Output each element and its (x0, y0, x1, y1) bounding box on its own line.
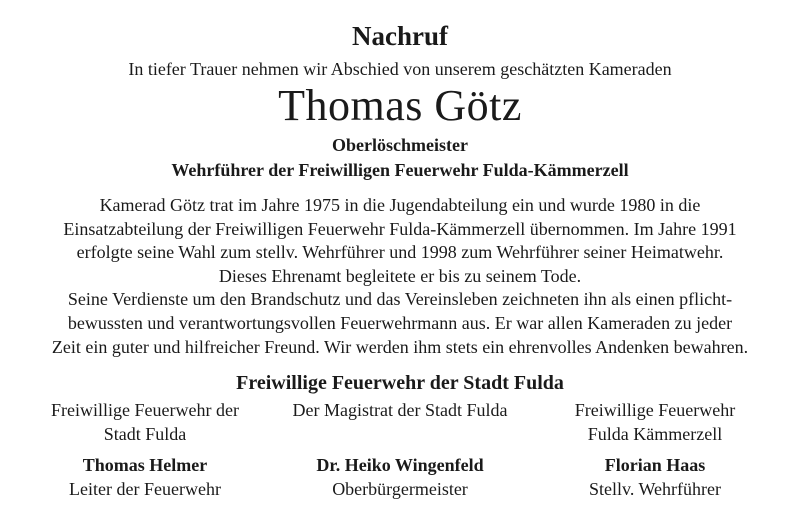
body-line: Seine Verdienste um den Brandschutz und das Vereinsleben zeichneten ihn als einen pflicht- (67, 289, 733, 310)
body-line: Einsatzabteilung der Freiwilligen Feuerwehr Fulda-Kämmerzell übernommen. Im Jahre 1991 (63, 218, 737, 239)
organization-name: Freiwillige Feuerwehr der Stadt Fulda (236, 372, 564, 394)
signer-role: Stellv. Wehrführer (588, 478, 721, 499)
signer-organization (275, 399, 525, 446)
deceased-rank: Oberlöschmeister (332, 135, 468, 155)
signer-organization (530, 399, 780, 446)
notice-intro: In tiefer Trauer nehmen wir Abschied von unserem geschätzten Kameraden (128, 59, 672, 79)
signer-organization-line: Der Magistrat der Stadt Fulda (292, 400, 508, 420)
signer-local-fire-brigade (530, 399, 780, 501)
signer-organization-line: Stadt Fulda (103, 423, 187, 444)
body-line: Zeit ein guter und hilfreicher Freund. Wir werden ihm stets ein ehrenvolles Andenken bewahren. (51, 336, 749, 357)
body-line: Dieses Ehrenamt begleitete er bis zu seinem Tode. (218, 265, 582, 286)
body-line: Kamerad Götz trat im Jahre 1975 in die Jugendabteilung ein und wurde 1980 in die (99, 195, 701, 215)
signers-row (20, 399, 780, 501)
signer-organization-line: Fulda Kämmerzell (587, 423, 723, 444)
deceased-position: Wehrführer der Freiwilligen Feuerwehr Fulda-Kämmerzell (171, 160, 629, 180)
body-line: bewussten und verantwortungsvollen Feuerwehrmann aus. Er war allen Kameraden zu jeder (67, 312, 733, 333)
signer-person-name: Florian Haas (604, 455, 706, 475)
signer-fire-department (20, 399, 270, 501)
body-line: erfolgte seine Wahl zum stellv. Wehrführer und 1998 zum Wehrführer seiner Heimatwehr. (76, 242, 724, 263)
signer-organization (20, 399, 270, 446)
signer-organization-line: Freiwillige Feuerwehr (574, 400, 736, 420)
notice-heading: Nachruf (352, 21, 448, 51)
signer-organization-line: Freiwillige Feuerwehr der (51, 400, 239, 420)
signer-magistrate (275, 399, 525, 501)
notice-body (20, 194, 780, 359)
signer-person-name: Thomas Helmer (82, 455, 208, 475)
signer-role: Oberbürgermeister (332, 478, 468, 499)
deceased-name: Thomas Götz (278, 81, 522, 130)
signer-role: Leiter der Feuerwehr (69, 478, 221, 499)
signer-person-name: Dr. Heiko Wingenfeld (316, 455, 484, 475)
